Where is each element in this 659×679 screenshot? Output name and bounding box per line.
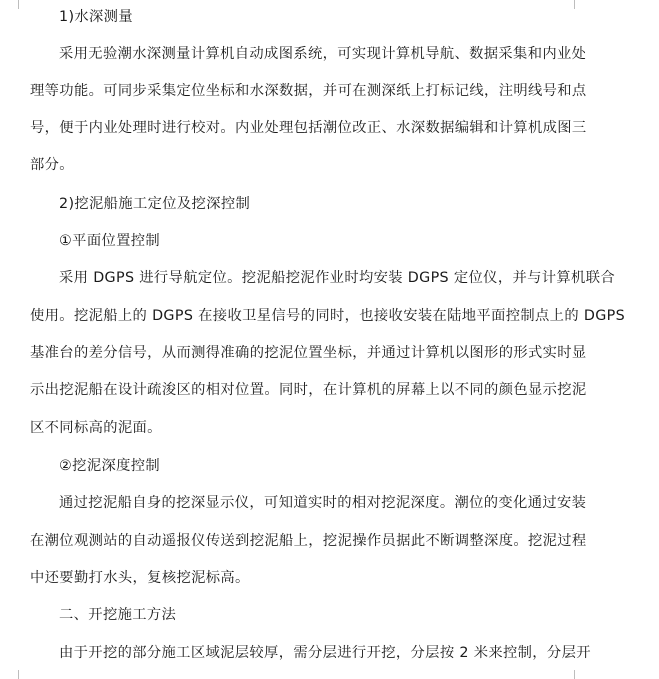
page-corner-mark-top-left [6, 0, 19, 9]
heading-plane-position-control: ①平面位置控制 [59, 233, 161, 249]
page-corner-mark-top-right [574, 0, 597, 9]
paragraph-line: 由于开挖的部分施工区域泥层较厚，需分层进行开挖，分层按 2 米来控制，分层开 [59, 645, 591, 661]
page-corner-mark-bottom-right [574, 670, 597, 679]
page-corner-mark-bottom-left [6, 670, 19, 679]
paragraph-line: 通过挖泥船自身的挖深显示仪，可知道实时的相对挖泥深度。潮位的变化通过安装 [59, 495, 587, 511]
heading-excavation-method: 二、开挖施工方法 [59, 607, 177, 623]
paragraph-line: 采用 DGPS 进行导航定位。挖泥船挖泥作业时均安装 DGPS 定位仪，并与计算机联合 [59, 270, 615, 286]
heading-dredging-depth-control: ②挖泥深度控制 [59, 458, 161, 474]
heading-water-depth-survey: 1)水深测量 [59, 9, 133, 25]
paragraph-line: 区不同标高的泥面。 [30, 420, 162, 436]
paragraph-line: 部分。 [30, 157, 74, 173]
paragraph-line: 理等功能。可同步采集定位坐标和水深数据，并可在测深纸上打标记线，注明线号和点 [30, 83, 587, 99]
paragraph-line: 中还要勤打水头，复核挖泥标高。 [30, 570, 250, 586]
paragraph-line: 在潮位观测站的自动遥报仪传送到挖泥船上，挖泥操作员据此不断调整深度。挖泥过程 [30, 533, 587, 549]
paragraph-line: 号，便于内业处理时进行校对。内业处理包括潮位改正、水深数据编辑和计算机成图三 [30, 120, 587, 136]
heading-dredger-positioning: 2)挖泥船施工定位及挖深控制 [59, 196, 251, 212]
paragraph-line: 示出挖泥船在设计疏浚区的相对位置。同时，在计算机的屏幕上以不同的颜色显示挖泥 [30, 382, 587, 398]
paragraph-line: 使用。挖泥船上的 DGPS 在接收卫星信号的同时，也接收安装在陆地平面控制点上的 DGPS [30, 308, 626, 324]
paragraph-line: 采用无验潮水深测量计算机自动成图系统，可实现计算机导航、数据采集和内业处 [59, 46, 587, 62]
paragraph-line: 基准台的差分信号，从而测得准确的挖泥位置坐标，并通过计算机以图形的形式实时显 [30, 345, 587, 361]
